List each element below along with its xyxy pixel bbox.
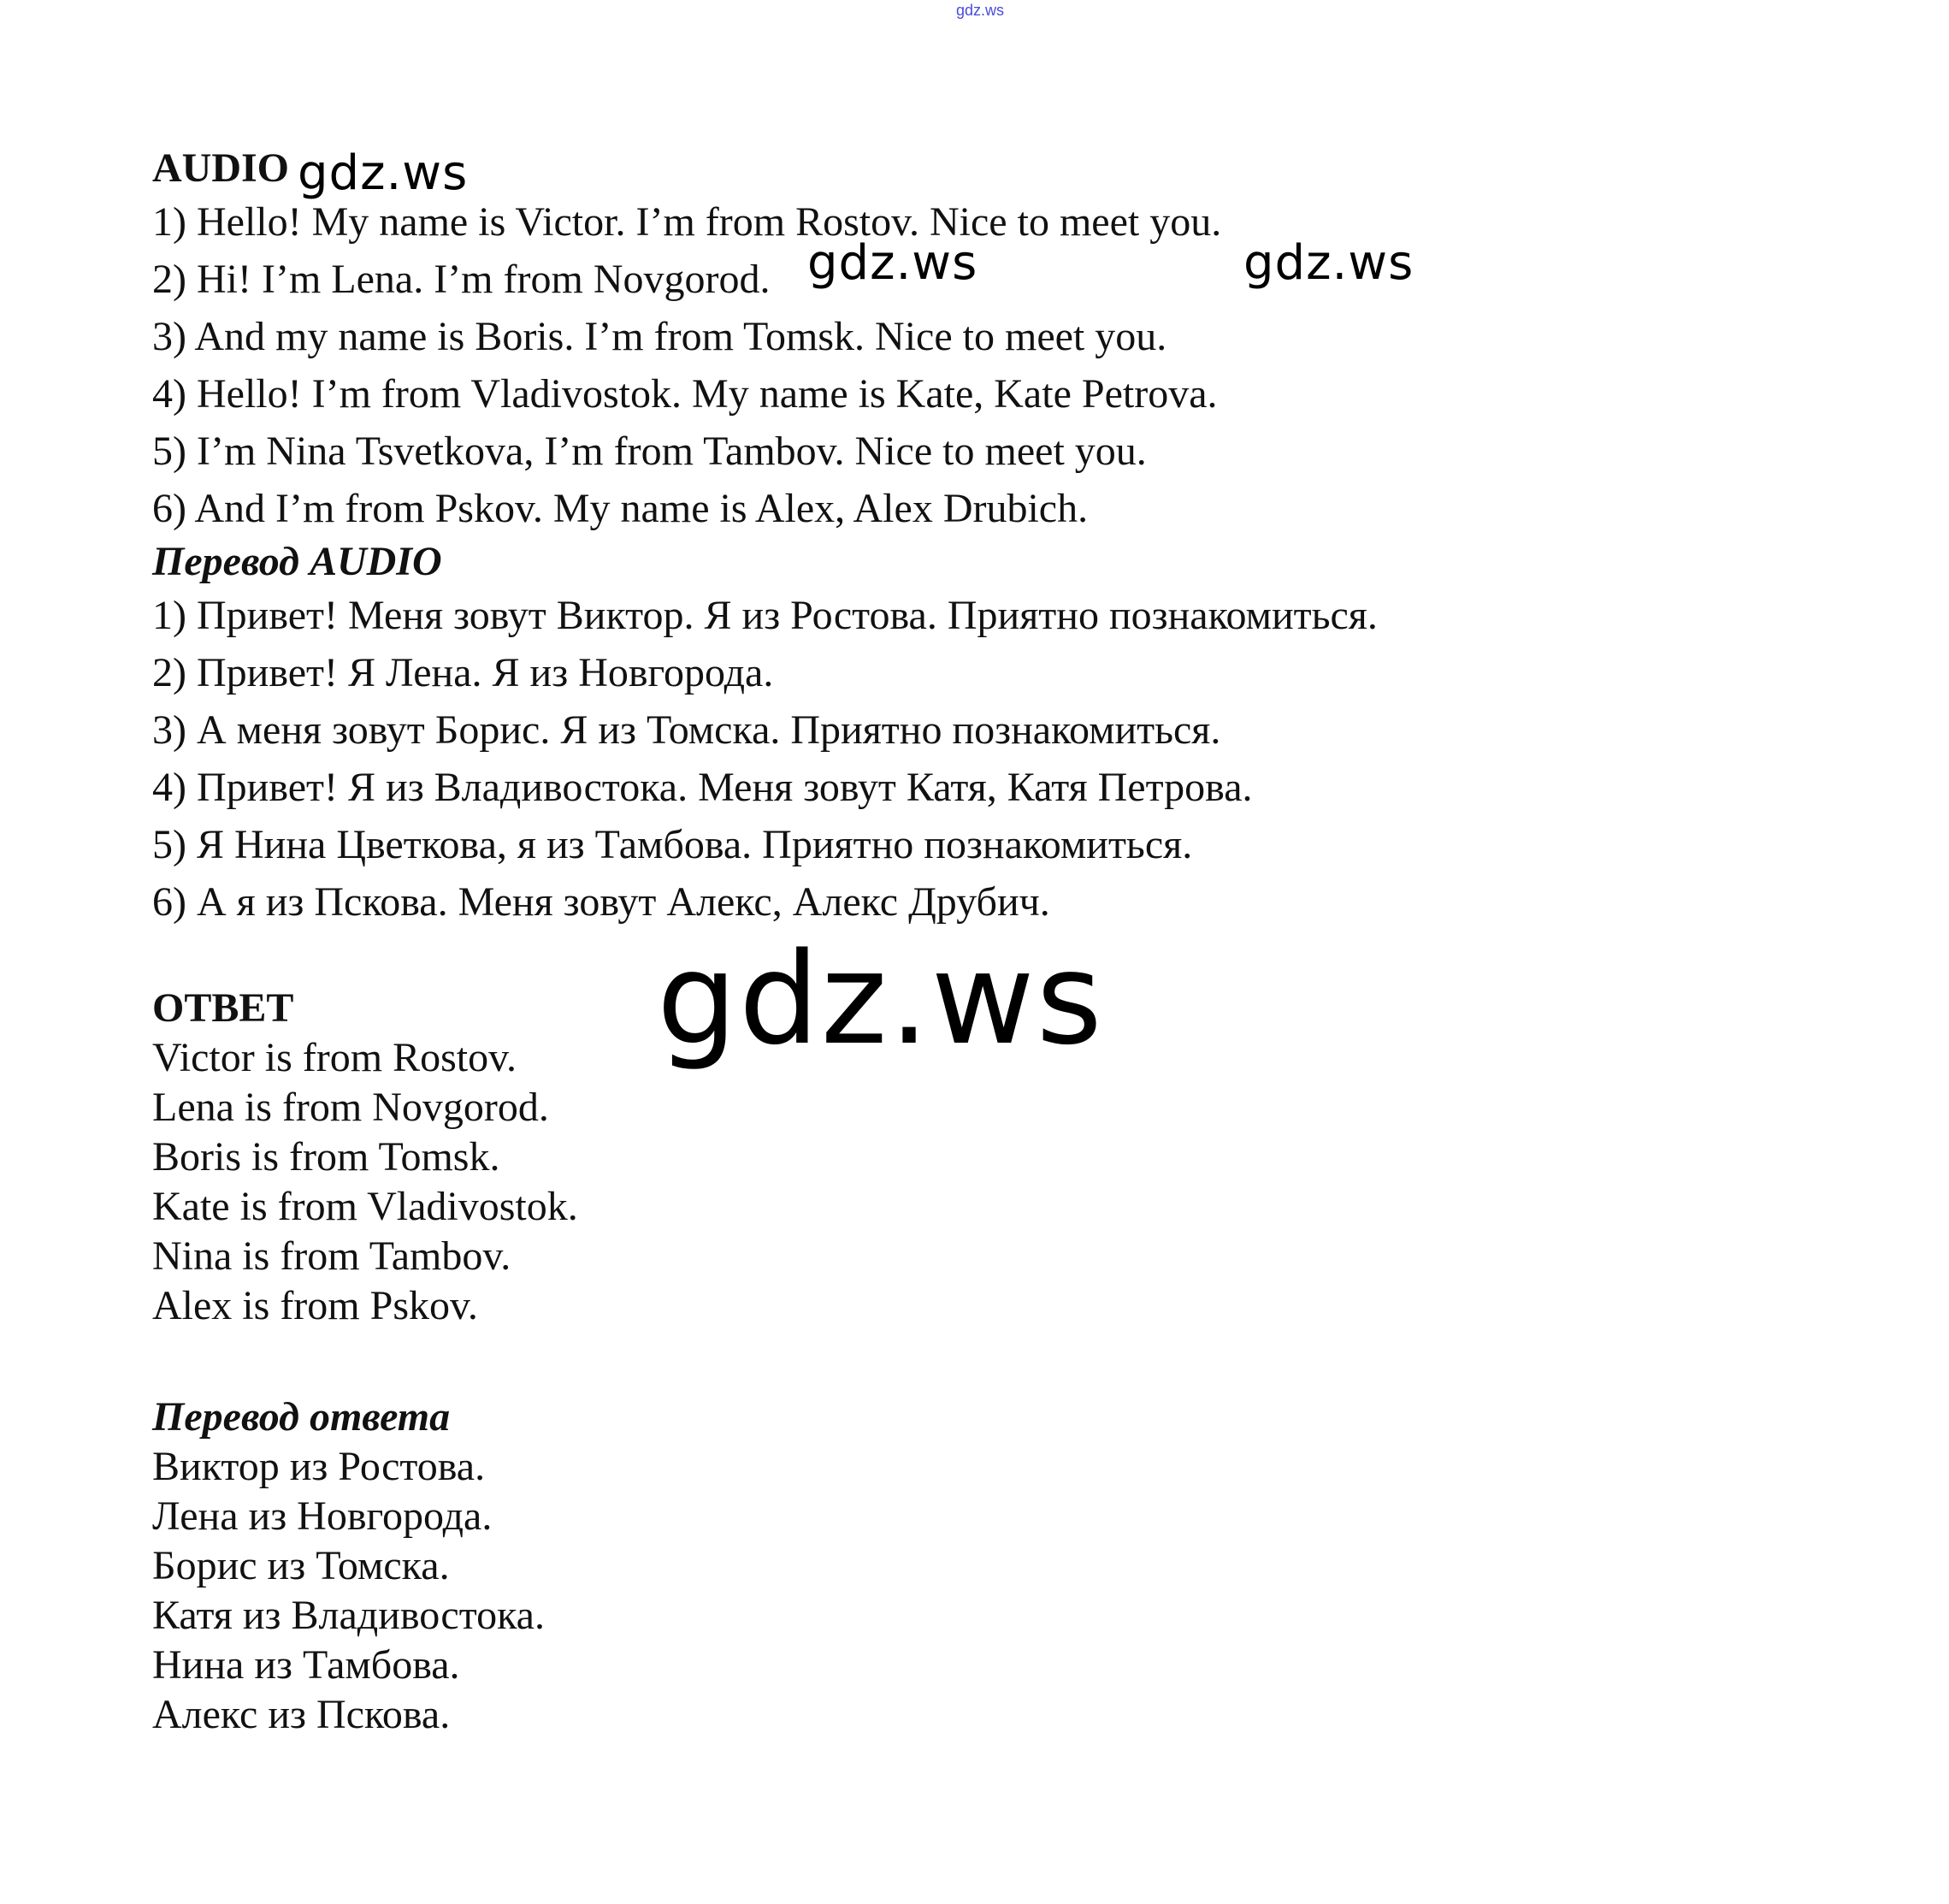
watermark-large: gdz.ws	[657, 925, 1104, 1073]
answer-line-4: Kate is from Vladivostok.	[152, 1184, 578, 1229]
audio-translation-section	[152, 537, 1863, 931]
answer-translation-heading: Перевод ответа	[152, 1394, 451, 1440]
audio-translation-line-4: 4) Привет! Я из Владивостока. Меня зовут Катя, Катя Петрова.	[152, 765, 1253, 810]
audio-translation-heading: Перевод AUDIO	[152, 539, 442, 584]
answer-translation-section	[152, 1393, 1863, 1740]
audio-translation-line-2: 2) Привет! Я Лена. Я из Новгорода.	[152, 650, 774, 695]
audio-heading: AUDIO	[152, 145, 290, 191]
answer-translation-line-1: Виктор из Ростова.	[152, 1444, 486, 1489]
audio-section	[152, 144, 1863, 537]
answer-line-2: Lena is from Novgorod.	[152, 1085, 549, 1130]
answer-heading: ОТВЕТ	[152, 985, 294, 1031]
audio-translation-line-1: 1) Привет! Меня зовут Виктор. Я из Ростова. Приятно познакомиться.	[152, 593, 1378, 638]
answer-line-1: Victor is from Rostov.	[152, 1035, 517, 1080]
watermark-2: gdz.ws	[807, 235, 978, 291]
answer-line-6: Alex is from Pskov.	[152, 1283, 478, 1328]
answer-translation-line-5: Нина из Тамбова.	[152, 1642, 460, 1688]
audio-line-4: 4) Hello! I’m from Vladivostok. My name is Kate, Kate Petrova.	[152, 371, 1218, 417]
audio-line-6: 6) And I’m from Pskov. My name is Alex, Alex Drubich.	[152, 486, 1089, 531]
answer-translation-line-2: Лена из Новгорода.	[152, 1493, 493, 1539]
audio-line-5: 5) I’m Nina Tsvetkova, I’m from Tambov. Nice to meet you.	[152, 429, 1147, 474]
audio-translation-line-3: 3) А меня зовут Борис. Я из Томска. Приятно познакомиться.	[152, 707, 1221, 753]
audio-line-2: 2) Hi! I’m Lena. I’m from Novgorod.	[152, 257, 771, 302]
spacer	[152, 1331, 1863, 1393]
watermark-3: gdz.ws	[1243, 235, 1415, 291]
answer-translation-line-4: Катя из Владивостока.	[152, 1593, 545, 1638]
answer-translation-line-6: Алекс из Пскова.	[152, 1692, 451, 1737]
top-site-mark: gdz.ws	[956, 2, 1005, 19]
watermark-1: gdz.ws	[298, 145, 469, 201]
answer-line-5: Nina is from Tambov.	[152, 1233, 511, 1279]
audio-translation-line-6: 6) А я из Пскова. Меня зовут Алекс, Алекс Друбич.	[152, 879, 1050, 925]
audio-line-3: 3) And my name is Boris. I’m from Tomsk. Nice to meet you.	[152, 314, 1167, 359]
audio-translation-line-5: 5) Я Нина Цветкова, я из Тамбова. Приятно познакомиться.	[152, 822, 1193, 867]
answer-translation-line-3: Борис из Томска.	[152, 1543, 450, 1588]
audio-line-1: 1) Hello! My name is Victor. I’m from Rostov. Nice to meet you.	[152, 199, 1222, 245]
answer-line-3: Boris is from Tomsk.	[152, 1134, 500, 1180]
